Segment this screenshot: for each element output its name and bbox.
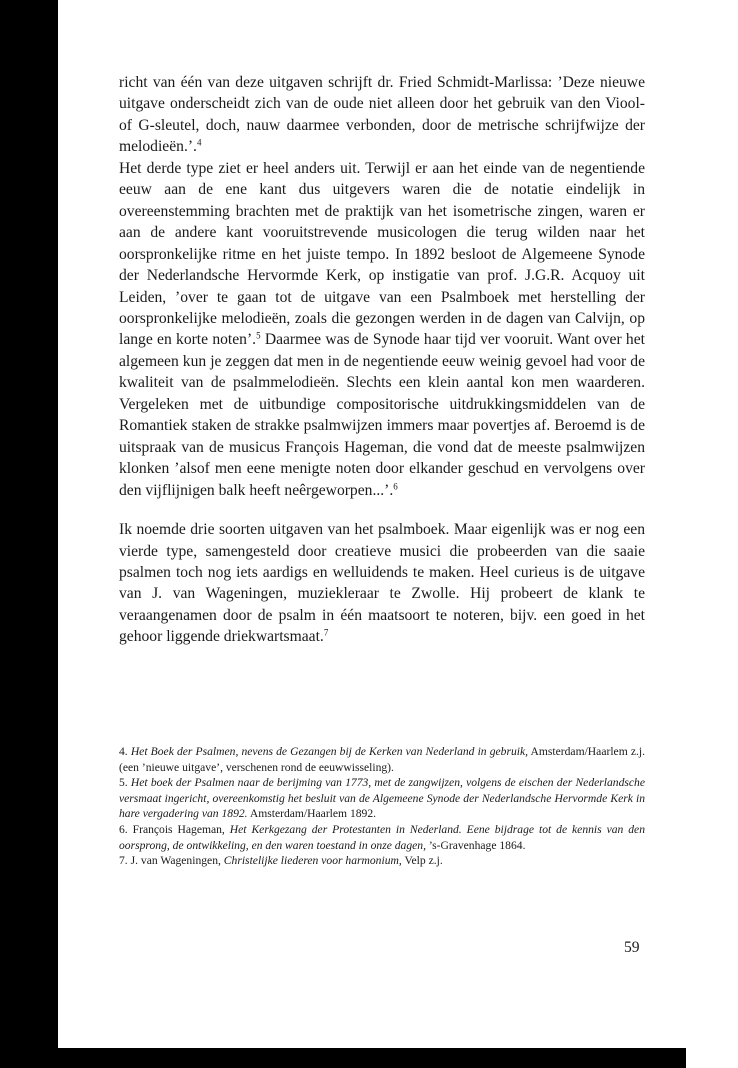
footnote-ref-4[interactable]: 4	[196, 137, 202, 148]
footnote-ref-5[interactable]: 5	[256, 331, 261, 342]
footnote-ref-6[interactable]: 6	[393, 481, 398, 492]
footnote-7: 7. J. van Wageningen, Christelijke liederen voor harmonium, Velp z.j.	[119, 854, 443, 868]
paragraph-1: richt van één van deze uitgaven schrijft dr. Fried Schmidt-Marlissa: ’Deze nieuwe uitgave onderscheidt zich van de oude niet alleen door het gebruik van den Viool- of G-sleutel, doch, nauw daarmee verbonden, door de metrische schrijfwijze der melodieën.’.$^4$	[119, 74, 645, 156]
page-number: 59	[624, 939, 640, 956]
footnote-5: 5. Het boek der Psalmen naar de berijming van 1773, met de zangwijzen, volgens de eischen der Nederlandsche versmaat ingericht, overeenkomstig het besluit van de Algemeene Synode der Nederlandsche Hervormde Kerk in hare vergadering van 1892. Amsterdam/Haarlem 1892.	[119, 776, 645, 821]
paragraph-3: Ik noemde drie soorten uitgaven van het psalmboek. Maar eigenlijk was er nog een vierde type, samengesteld door creatieve musici die probeerden van die saaie psalmen toch nog iets aardigs en welluidends te maken. Heel curieus is de uitgave van J. van Wageningen, muziekleraar te Zwolle. Hij probeert de klank te veraangenamen door de psalm in één maatsoort te noteren, bijv. een goed in het gehoor liggende driekwartsmaat.$^7$	[119, 521, 645, 646]
paragraph-2: Het derde type ziet er heel anders uit. Terwijl er aan het einde van de negentiende eeuw aan de ene kant dus uitgevers waren die de notatie eindelijk in overeenstemming brachten met de praktijk van het isometrische zingen, waren er aan de andere kant vooruitstrevende musicologen die terug wilden naar het oorspronkelijke ritme en het juiste tempo. In 1892 besloot de Algemeene Synode der Nederlandsche Hervormde Kerk, op instigatie van prof. J.G.R. Acquoy uit Leiden, ’over te gaan tot de uitgave van een Psalmboek met herstelling der oorspronkelijke melodieën, zoals die gezongen werden in de dagen van Calvijn, op lange en korte noten’.$^5$ Daarmee was de Synode haar tijd ver vooruit. Want over het algemeen kun je zeggen dat men in de negentiende eeuw weinig gevoel had voor de kwaliteit van de psalmmelodieën. Slechts een klein aantal kon men waarderen. Vergeleken met de uitbundige compositorische uitdrukkingsmiddelen van de Romantiek staken de strakke psalmwijzen immers maar povertjes af. Beroemd is de uitspraak van de musicus François Hageman, die vond dat de meeste psalmwijzen klonken ’alsof men eene menigte noten door elkander geschud en vervolgens over den vijflijnigen balk heeft neêrgeworpen...’.$^6$	[119, 159, 645, 499]
footnote-4: 4. Het Boek der Psalmen, nevens de Gezangen bij de Kerken van Nederland in gebruik, Amsterdam/Haarlem z.j. (een ’nieuwe uitgave’, verschenen rond de eeuwwisseling).	[119, 745, 645, 774]
scan-left-edge	[0, 0, 58, 1068]
footnote-6: 6. François Hageman, Het Kerkgezang der Protestanten in Nederland. Eene bijdrage tot de kennis van den oorsprong, de ontwikkeling, en den waren toestand in onze dagen, ’s-Gravenhage 1864.	[119, 822, 646, 852]
body-text	[119, 72, 645, 648]
scan-bottom-edge	[58, 1048, 686, 1068]
footnotes	[119, 744, 645, 869]
footnote-ref-7[interactable]: 7	[323, 627, 329, 638]
